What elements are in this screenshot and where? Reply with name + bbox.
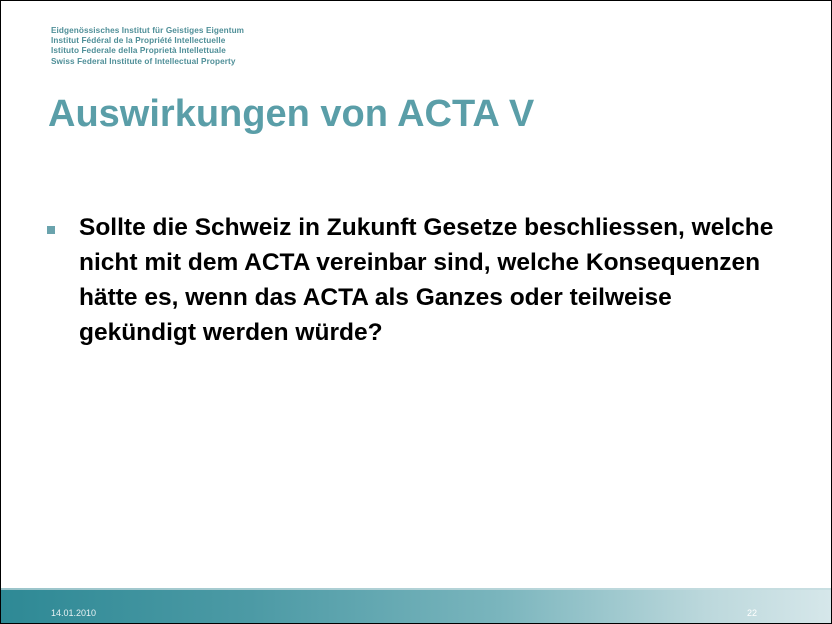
square-bullet-icon xyxy=(47,226,55,234)
footer-date: 14.01.2010 xyxy=(51,608,97,618)
page-number: 22 xyxy=(746,608,757,618)
institute-name-fr: Institut Fédéral de la Propriété Intellectuelle xyxy=(51,36,226,46)
footer-bar xyxy=(1,590,831,623)
institute-name-de: Eidgenössisches Institut für Geistiges Eigentum xyxy=(51,26,245,35)
slide-title: Auswirkungen von ACTA V xyxy=(48,93,535,135)
institute-name-it: Istituto Federale della Proprietà Intellettuale xyxy=(51,46,226,56)
bullet-text: Sollte die Schweiz in Zukunft Gesetze beschliessen, welche nicht mit dem ACTA vereinbar sind, welche Konsequenzen hätte es, wenn das ACTA als Ganzes oder teilweise gekündigt werden würde? xyxy=(79,214,774,346)
institute-name-en: Swiss Federal Institute of Intellectual Property xyxy=(51,56,236,66)
institute-name-block xyxy=(51,26,244,67)
